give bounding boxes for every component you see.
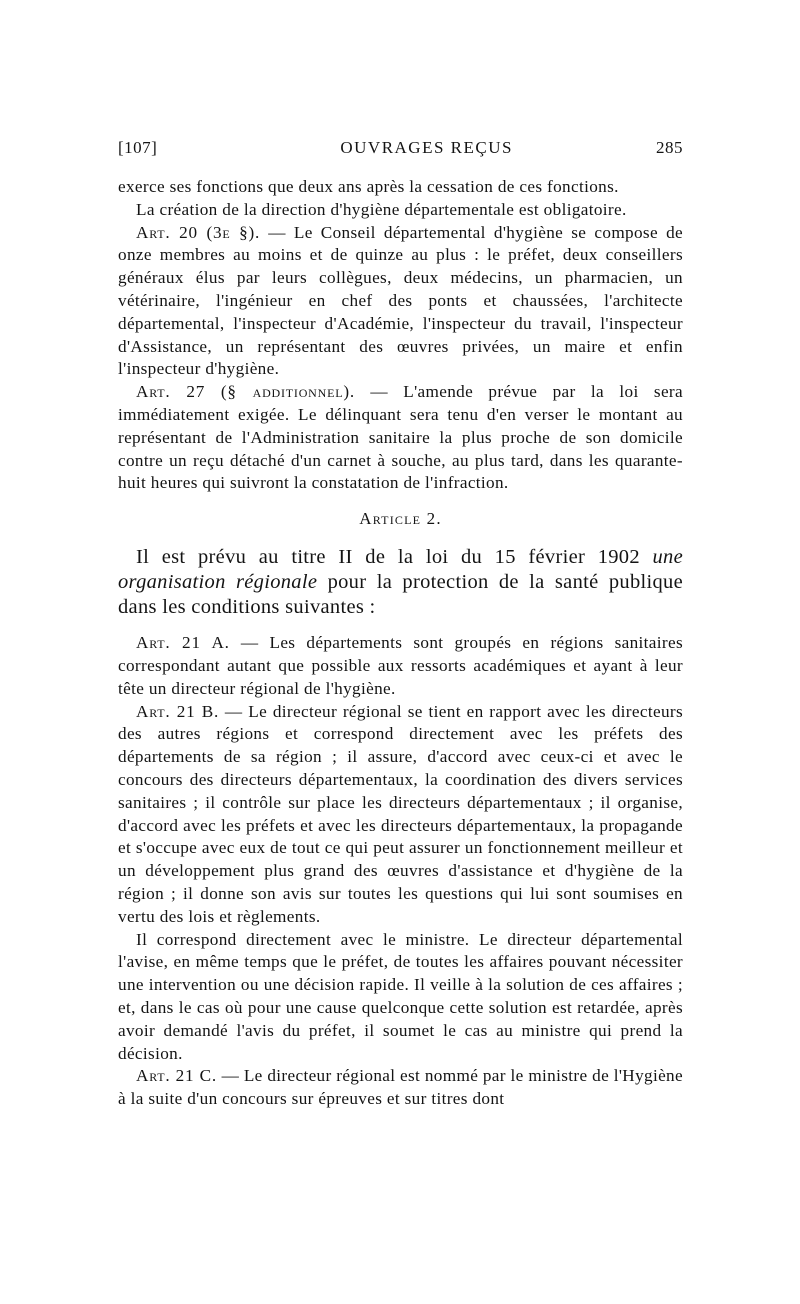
article-2-text [118,632,683,1111]
running-header [118,138,683,162]
article-label: Art. 21 C. [136,1066,217,1086]
paragraph [118,632,683,700]
intro-paragraph [118,545,683,620]
paragraph [118,381,683,495]
paragraph-text: — L'amende prévue par la loi sera immédiatement exigée. Le délinquant sera tenu d'en verser le montant au représentant de l'Administration sanitaire la plus proche de son domicile contre un reçu détaché d'un carnet à souche, au plus tard, dans les quarante-huit heures qui suivront la constatation de l'infraction. [118,382,683,493]
paragraph-text: — Les départements sont groupés en régions sanitaires correspondant autant que possible aux ressorts académiques et ayant à leur tête un directeur régional de l'hygiène. [118,633,683,698]
paragraph-text: Il correspond directement avec le ministre. Le directeur départemental l'avise, en même temps que le préfet, de toutes les affaires pouvant nécessiter une intervention ou une décision rapide. Il veille à la solution de ces affaires ; et, dans le cas où pour une cause quelconque cette solution est retardée, après avoir demandé l'avis du préfet, il soumet le cas au ministre qui prend la décision. [118,929,683,1063]
intro-italic-phrase: une organisation régionale [118,546,683,594]
page-reference: [107] [118,138,158,157]
paragraph [118,176,683,199]
paragraph [118,701,683,929]
article-heading: Article 2. [359,509,442,529]
paragraph [118,1065,683,1111]
page-number: 285 [656,138,683,157]
article-1-text [118,176,683,495]
paragraph-text: — Le Conseil départemental d'hygiène se compose de onze membres au moins et de quinze au plus : le préfet, deux conseillers généraux élus par leurs collègues, deux médecins, un pharmacien, un vétérinaire, l'ingénieur en chef des ponts et chaussées, l'architecte départemental, l'inspecteur d'Académie, l'inspecteur du travail, l'inspecteur d'Assistance, un représentant des œuvres privées, un maire et enfin l'inspecteur d'hygiène. [118,222,683,379]
intro-text-end: pour la protection de la santé publique dans les conditions suivantes : [118,571,683,619]
paragraph [118,199,683,222]
paragraph-text: — Le directeur régional est nommé par le ministre de l'Hygiène à la suite d'un concours sur épreuves et sur titres dont [118,1066,683,1109]
paragraph [118,222,683,382]
article-label: Art. 20 (3e §). [136,222,261,242]
running-title: OUVRAGES REÇUS [340,138,513,157]
paragraph-text: exerce ses fonctions que deux ans après la cessation de ces fonctions. [118,177,619,196]
intro-text-start: Il est prévu au titre II de la loi du 15 février 1902 [136,546,653,569]
paragraph [118,929,683,1066]
article-label: Art. 21 A. [136,633,230,653]
paragraph-text: — Le directeur régional se tient en rapport avec les directeurs des autres régions et correspond directement avec les préfets des départements de sa région ; il assure, d'accord avec ceux-ci et avec le concours des directeurs départementaux, la coordination des divers services sanitaires ; il contrôle sur place les directeurs départementaux ; il organise, d'accord avec les préfets et avec les directeurs départementaux, la propagande et s'occupe avec eux de tout ce qui peut assurer un fonctionnement meilleur et un développement plus grand des œuvres d'assistance et d'hygiène de la région ; il donne son avis sur toutes les questions qui lui sont soumises en vertu des lois et règlements. [118,701,683,926]
paragraph-text: La création de la direction d'hygiène départementale est obligatoire. [136,199,627,219]
article-label: Art. 27 (§ additionnel). [136,382,355,402]
article-label: Art. 21 B. [136,701,220,721]
intro-paragraph-block [118,545,683,620]
page [118,138,683,1111]
